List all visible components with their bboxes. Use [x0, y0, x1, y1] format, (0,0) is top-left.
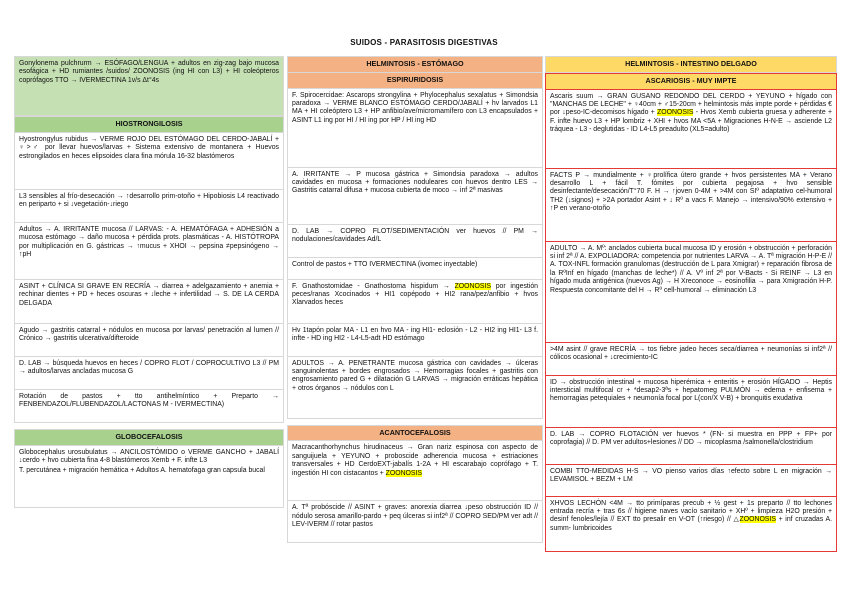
zoonosis-highlight: ZOONOSIS — [454, 282, 491, 290]
zoonosis-highlight: ZOONOSIS — [385, 469, 423, 477]
espir-header: ESPIRURIDOSIS — [287, 73, 543, 89]
espir-block-2 — [287, 168, 543, 225]
globo-text-1: Globocephalus urosubulatus → ANCILOSTÓMIDO o VERME GANCHO + JABALÍ ↓cerdo + hvo cubierta fina 4-8 blastómeros Xemb + F. infte L3 — [19, 448, 279, 464]
ascaris-text-8: XHVOS LECHÓN <4M → tto primíparas precub + ½ gest + 1s preparto // tto lechones entrada recría + tras 6s // higiene naves vacío sanitario + XHº + limpieza H2O presión + desinf fenoles/lejía // EXT tto presalir en V-OT (↑riesgo) // △ZOONOSIS + inf cruzadas A. summ- lumbricoides — [550, 499, 832, 532]
column-left — [14, 56, 284, 508]
espir-block-3 — [287, 225, 543, 258]
hyostro-block-1 — [14, 133, 284, 190]
espir-text-1: F. Spirocercidae: Ascarops strongylina + Phylocephalus sexalatus + Simondsia paradoxa → VERME BLANCO ESTÓMAGO CERDO/JABALÍ + hv larvados L1 MA + HI coleóptero L3 + HP anfibio/ave/micromamífero con L3 encapsulados + ASINT L1 ing por HI / HI ing por HP / HI ing HD — [292, 91, 538, 124]
hyostro-text-5: Agudo → gastritis catarral + nódulos en mucosa por larvas/ penetración al lumen // Crónico → gastritis ulcerativa/difteroide — [19, 326, 279, 343]
acanto-block-1 — [287, 441, 543, 501]
espir-text-2: A. IRRITANTE → P mucosa gástrica + Simondsia paradoxa → adultos cavidades en mucosa + formaciones noduleares con huevos dentro LES → Gastritis catarral difusa + mucosa cubierta de moco → inf 2ª masivas — [292, 170, 538, 195]
ascaris-text-4: >4M asint // grave RECRÍA → tos fiebre jadeo heces seca/diarrea + neumonías si inf2ª // cólicos ocasional + ↓crecimiento-IC — [550, 345, 832, 361]
ascaris-block-2 — [545, 169, 837, 242]
ascaris-text-1: Ascaris suum → GRAN GUSANO REDONDO DEL CERDO + YEYUNO + hígado con "MANCHAS DE LECHE" + ♀40cm + ♂15-20cm + helmintosis más impte porde + pérdidas € por ↓peso-IC-decomisos hígado + ZOONOSIS - Hvos Xemb cubierta gruesa y adherente + F. infte huevo L3 + HP lombriz + XHI + hvos MA <5A + Migraciones H-N-E → asciende L2 tráquea - L3 - deglutidas - ID L4-L5 preadulto (XL5=adulto) — [550, 92, 832, 134]
ascaris-block-4 — [545, 343, 837, 376]
hyostro-text-6: D. LAB → búsqueda huevos en heces / COPRO FLOT / COPROCULTIVO L3 // PM → adultos/larvas ancladas mucosa G — [19, 359, 279, 376]
column-right — [545, 56, 837, 552]
espir-text-3: D. LAB → COPRO FLOT/SEDIMENTACIÓN ver huevos // PM → nodulaciones/cavidades Ad/L — [292, 227, 538, 243]
espir-text-5: F. Gnathostomidae - Gnathostoma hispidum → ZOONOSIS por ingestión peces/ranas Xcocinados + HI1 copépodo + HI2 rana/pez/anfibio + hvos Xlarvados heces — [292, 282, 538, 307]
espir-block-7 — [287, 357, 543, 419]
espir-block-5 — [287, 280, 543, 324]
column-middle — [287, 56, 543, 543]
globo-block — [14, 446, 284, 508]
intestine-header: HELMINTOSIS - INTESTINO DELGADO — [545, 56, 837, 73]
acanto-header: ACANTOCEFALOSIS — [287, 425, 543, 442]
acanto-block-2 — [287, 501, 543, 543]
ascaris-text-3: ADULTO → A. Mº: anclados cubierta bucal mucosa ID y erosión + obstrucción + perforación si inf 2ª // A. EXPOLIADORA: competencia por nutrientes LARVA → A. Tª migración H-P-E // A. TOX-INFL formación granulomas (destrucción de L para Xmigrar) + reparación fibrosa de la RºInf en hígado (manchas de leche*) // A. Vº inf 2ª por V-Bacts - Si REINF → L3 en hígado muda antigénica (nuevos Ag) → H Xreconoce → eosinofilia → para Xmigración H-P. Respuesta concomitante del H → Rº cell-humoral → eliminación L3 — [550, 244, 832, 294]
hyostro-block-6 — [14, 357, 284, 390]
espir-text-4: Control de pastos + TTO IVERMECTINA (ivomec inyectable) — [292, 260, 478, 268]
globo-text-2: T. percutánea + migración hemática + Adultos A. hematofaga gran capsula bucal — [19, 467, 265, 475]
ascaris-block-8 — [545, 497, 837, 552]
hyostro-block-7 — [14, 390, 284, 423]
espir-text-7: ADULTOS → A. PENETRANTE mucosa gástrica con cavidades → úlceras sanguinolentas + bordes engrosados → Hemorragias focales + gastritis con engrosamiento pared G + dilatación G LARVAS → migración erráticas hepática + otros órganos → nódulos con L — [292, 359, 538, 392]
acanto-text-2: A. Tª probóscide // ASINT + graves: anorexia diarrea ↓peso obstrucción ID // nódulo serosa amarillo-pardo + peq úlceras si inf2ª // COPRO SED/PM ver adt // LEV-IVERM // rotar pastos — [292, 504, 538, 529]
hyostro-block-2 — [14, 190, 284, 223]
gongylonema-text: Gonylonema pulchrurm → ESÓFAGO/LENGUA + adultos en zig-zag bajo mucosa esofágica + HD rumiantes /suidos/ ZOONOSIS (ing HI con L3) + HI coleópteros coprófagos TTO → IVERMECTINA 1v/s Δt°4s — [19, 60, 279, 84]
hyostro-text-3: Adultos → A. IRRITANTE mucosa // LARVAS: - A. HEMATÓFAGA + ADHESIÓN a mucosa estómago → daño mucosa + pérdida prots. plasmáticas - A. HISTÓTROPA por multiplicación en G. gástricas → ↑mucus + XHOI → pepsina ≠pepsinógeno → ↑pH — [19, 225, 279, 259]
ascaris-block-5 — [545, 376, 837, 428]
ascaris-text-6: D. LAB → COPRO FLOTACIÓN ver huevos * (FN- si muestra en PPP + FP+ por coprofagia) // D. PM ver adultos+lesiones // DD → micoplasma /salmonella/clostridium — [550, 430, 832, 446]
ascaris-text-7: COMBI TTO-MEDIDAS H-S → VO pienso varios días ↑efecto sobre L en migración → LEVAMISOL + BEZM + LM — [550, 467, 832, 483]
zoonosis-highlight: ZOONOSIS — [739, 516, 776, 524]
gongylonema-block — [14, 56, 284, 116]
globo-header: GLOBOCEFALOSIS — [14, 429, 284, 446]
zoonosis-highlight: ZOONOSIS — [657, 109, 694, 117]
ascaris-block-7 — [545, 465, 837, 497]
espir-block-4 — [287, 258, 543, 280]
ascaris-text-2: FACTS P → mundialmente + ♀prolífica útero grande + hvos persistentes MA + Verano desarrollo L + fácil T. fómites por cubierta pegajosa + hvo sensible desinfectante/desecación/T°70 F. H → ↑joven 0-4M + >4M con SIº adaptativo cel-humoral TH2 (↓signos) + >2A portador Asint + ↓ Rº a vacs F. Manejo → intensivo/90% extensivo + ↑P en verano-otoño — [550, 171, 832, 213]
hyostro-text-4: ASINT + CLÍNICA SI GRAVE EN RECRÍA → diarrea + adelgazamiento + anemia + rechinar dientes + PD + heces oscuras + ↓leche + infertilidad → S. DE LA CERDA DELGADA — [19, 282, 279, 307]
espir-block-6 — [287, 324, 543, 357]
stomach-header: HELMINTOSIS - ESTÓMAGO — [287, 56, 543, 73]
hyostro-block-3 — [14, 223, 284, 280]
ascaris-block-3 — [545, 242, 837, 343]
hyostro-header: HIOSTRONGILOSIS — [14, 116, 284, 133]
ascariosis-header: ASCARIOSIS - MUY IMPTE — [545, 73, 837, 90]
hyostro-text-1: Hyostrongylus rubidus → VERME ROJO DEL ESTÓMAGO DEL CERDO-JABALÍ + ♀>♂ por llevar huevos/larvas + Sistema extensivo de montanera + Huevos estrongilados en heces elipsoides clara fina mórula 16-32 blastómeros — [19, 135, 279, 160]
espir-text-6: Hv 1tapón polar MA - L1 en hvo MA - ing HI1- eclosión - L2 - HI2 ing HI1- L3 f. infte - HD ing HI2 - L4-L5-adt HD estómago — [292, 326, 538, 342]
acanto-text-1: Macracanthorhynchus hirudinaceus → Gran nariz espinosa con aspecto de sanguijuela + YEYUNO + proboscide adherencia mucosa + estriaciones transversales + HD CerdoEXT-jabalís 1-2A + HI escarabajo coprófago + T. ingestión HI con cistacantos + ZOONOSIS — [292, 444, 538, 477]
hyostro-text-2: L3 sensibles al frío-desecación → ↑desarrollo prim-otoño + Hipobiosis L4 reactivado en periparto + si ↓vegetación-↓riego — [19, 192, 279, 209]
espir-block-1 — [287, 89, 543, 168]
hyostro-block-5 — [14, 324, 284, 357]
ascaris-text-5: ID → obstrucción intestinal + mucosa hiperémica + enteritis + erosión HÍGADO → Heptis intersticial multifocal cr + *desap2-3ªs + hepatomeg PULMÓN → edema + enfisema + hemorragias petequiales + neumonía focal por L(con/X V-B) + bronquitis exudativa — [550, 378, 832, 403]
hyostro-text-7: Rotación de pastos + tto antihelmíntico + Preparto → FENBENDAZOL/FLUBENDAZOL/LACTONAS M - IVERMECTINA) — [19, 392, 279, 409]
ascaris-block-6 — [545, 428, 837, 465]
hyostro-block-4 — [14, 280, 284, 324]
page-title: SUIDOS - PARASITOSIS DIGESTIVAS — [350, 38, 498, 47]
ascaris-block-1 — [545, 90, 837, 169]
